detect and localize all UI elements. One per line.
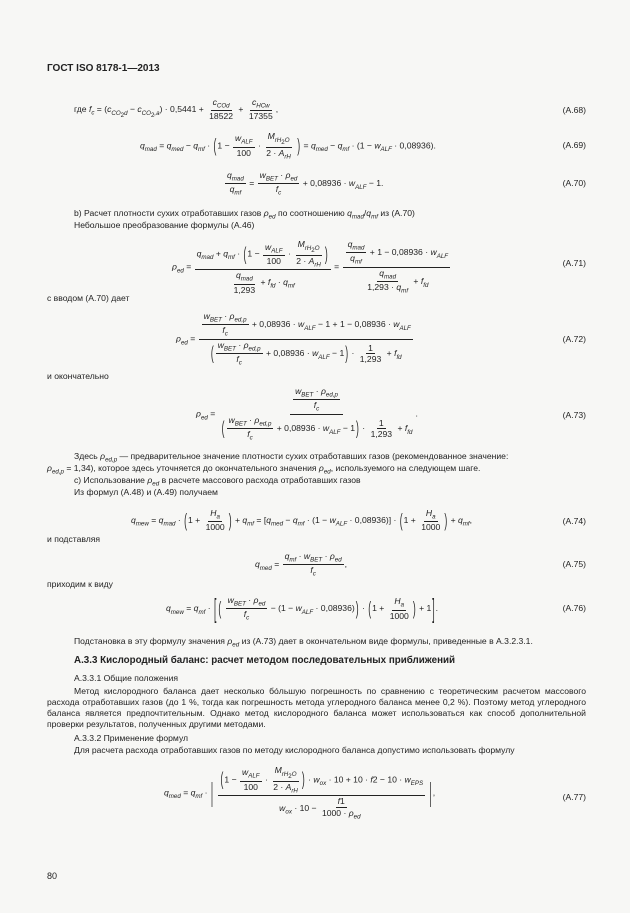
leads-to-text: приходим к виду bbox=[47, 579, 113, 589]
section-a332-paragraph: Для расчета расхода отработавших газов по методу кислородного баланса допустимо использовать формулу bbox=[74, 745, 515, 755]
equation-number-a68: (A.68) bbox=[562, 105, 586, 115]
equation-a76: $q_{mew} = q_{mf}$ · [ ( $\frac{w_{BET} \cdot \rho_{ed}}{f_c}$ − $(1 - w_{ALF} \cdot 0,08936)) \cdot (1$ + $\frac{H_a}{1000}$ ) + 1]. bbox=[166, 592, 439, 624]
substitution-text: Подстановка в эту формулу значения $\rho_{ed}$ из (A.73) дает в окончательном виде формулы, приведенные в A.3.2.3.1. bbox=[74, 636, 533, 649]
here-line-2: $\rho_{ed,p} = 1,34$), которое здесь уточняется до окончательного значения $\rho_{ed}$, используемого на следующем шаге. bbox=[47, 463, 481, 476]
equation-number-a76: (A.76) bbox=[562, 603, 586, 613]
equation-a75: $q_{med}$ = $\frac{q_{mf} \cdot w_{BET} \cdot \rho_{ed}}{f_c}$ , bbox=[255, 551, 348, 579]
small-transform-text: Небольшое преобразование формулы (A.46) bbox=[74, 220, 255, 230]
equation-a71: $\rho_{ed}$ = $q_{mad} + q_{mf} \cdot (1$ − $\frac{w_{ALF}}{100}$ · $\frac{M_{rH_2O}}{2 \cdot A_{rH}}$ ) $\frac{q_{mad}}{1,293}$ + $f_{fd} \cdot q_{mf}$ = $\frac{q_{mad}}{q_{mf}}$ + $1 - 0,08936 \cdot w_{ALF}$ $\frac{q_{mad}}{1,293 \cdot q_{mf}}$ + $f_{fd}$ bbox=[172, 239, 449, 296]
item-c: c) Использование $\rho_{ed}$ в расчете массового расхода отработавших газов bbox=[74, 475, 361, 488]
and-finally-text: и окончательно bbox=[47, 371, 109, 381]
equation-a73: $\rho_{ed}$ = $\frac{w_{BET} \cdot \rho_{ed,p}}{f_c}$ ( $\frac{w_{BET} \cdot \rho_{ed,p}}{f_c}$ + $0,08936 \cdot w_{ALF} - 1$) · $\frac{1}{1,293}$ + $f_{fd}$ . bbox=[196, 386, 418, 443]
here-line-1: Здесь $\rho_{ed,p}$ — предварительное значение плотности сухих отработавших газов (рекомендованное значение: bbox=[74, 451, 509, 464]
equation-number-a77: (A.77) bbox=[562, 792, 586, 802]
equation-number-a70: (A.70) bbox=[562, 178, 586, 188]
equation-a68: где $f_c = (c_{CO_2d} - c_{CO_2,a}) \cdot 0,5441$ + $\frac{c_{COd}}{18522}$ + $\frac{c_{HCw}}{17355}$ , bbox=[74, 97, 279, 122]
equation-a77: $q_{med} = q_{mf}$ · | (1 − $\frac{w_{ALF}}{100}$ · $\frac{M_{rH_2O}}{2 \cdot A_{rH}}$ ) · $w_{ox} \cdot 10 + 10 \cdot f2 - 10 \cdot w_{EPS}$ $w_{ox} \cdot 10$ − $\frac{f1}{1000 \cdot \rho_{ed}}$ |, bbox=[164, 765, 436, 821]
and-substituting-text: и подставляя bbox=[47, 534, 101, 544]
item-b: b) Расчет плотности сухих отработавших газов $\rho_{ed}$ по соотношению $q_{mad}/q_{mf}$ из (A.70) bbox=[74, 208, 415, 221]
equation-number-a73: (A.73) bbox=[562, 410, 586, 420]
equation-number-a72: (A.72) bbox=[562, 334, 586, 344]
with-input-text: с вводом (A.70) дает bbox=[47, 293, 130, 303]
document-header: ГОСТ ISO 8178-1—2013 bbox=[47, 63, 160, 74]
from-formulas-text: Из формул (A.48) и (A.49) получаем bbox=[74, 487, 218, 497]
page-number: 80 bbox=[47, 871, 58, 881]
equation-number-a69: (A.69) bbox=[562, 140, 586, 150]
equation-number-a75: (A.75) bbox=[562, 559, 586, 569]
equation-a72: $\rho_{ed}$ = $\frac{w_{BET} \cdot \rho_{ed,p}}{f_c}$ + $0,08936 \cdot w_{ALF} - 1 + 1 - 0,08936 \cdot w_{ALF}$ ( $\frac{w_{BET} \cdot \rho_{ed,p}}{f_c}$ + $0,08936 \cdot w_{ALF} - 1$) · $\frac{1}{1,293}$ + $f_{fd}$ bbox=[176, 311, 411, 368]
where-word: где bbox=[74, 103, 87, 114]
equation-a74: $q_{mew} = q_{mad} \cdot (1$ + $\frac{H_a}{1000}$ ) + $q_{mf} = [q_{med} - q_{mf} \cdot (1 - w_{ALF} \cdot 0,08936)] \cdot (1$ + $\frac{H_a}{1000}$ ) + $q_{mf}$, bbox=[131, 508, 473, 533]
section-a332-title: A.3.3.2 Применение формул bbox=[74, 733, 189, 743]
equation-number-a74: (A.74) bbox=[562, 516, 586, 526]
section-a331-paragraph: Метод кислородного баланса дает несколько бóльшую погрешность по сравнению с теоретическим расчетом массового расхода отработавших газов (до 1 %, тогда как погрешность метода углеродного баланса менее 0,2 %). Поэтому метод углеродного баланса является предпочтительным. Однако метод кислородного баланса может использоваться как способ дополнительной проверки результатов, полученных другими методами. bbox=[47, 686, 586, 729]
section-a33-title: A.3.3 Кислородный баланс: расчет методом последовательных приближений bbox=[74, 655, 456, 666]
equation-number-a71: (A.71) bbox=[562, 258, 586, 268]
equation-a70: $\frac{q_{mad}}{q_{mf}}$ = $\frac{w_{BET} \cdot \rho_{ed}}{f_c}$ + $0,08936 \cdot w_{ALF} - 1$. bbox=[227, 170, 384, 198]
section-a331-title: A.3.3.1 Общие положения bbox=[74, 673, 179, 683]
equation-a69: $q_{mad} = q_{med} - q_{mf} \cdot (1$ − $\frac{w_{ALF}}{100}$ · $\frac{M_{rH_2O}}{2 \cdot A_{rH}}$ ) = $q_{med} - q_{mf} \cdot (1 - w_{ALF} \cdot 0,08936)$. bbox=[140, 131, 436, 161]
